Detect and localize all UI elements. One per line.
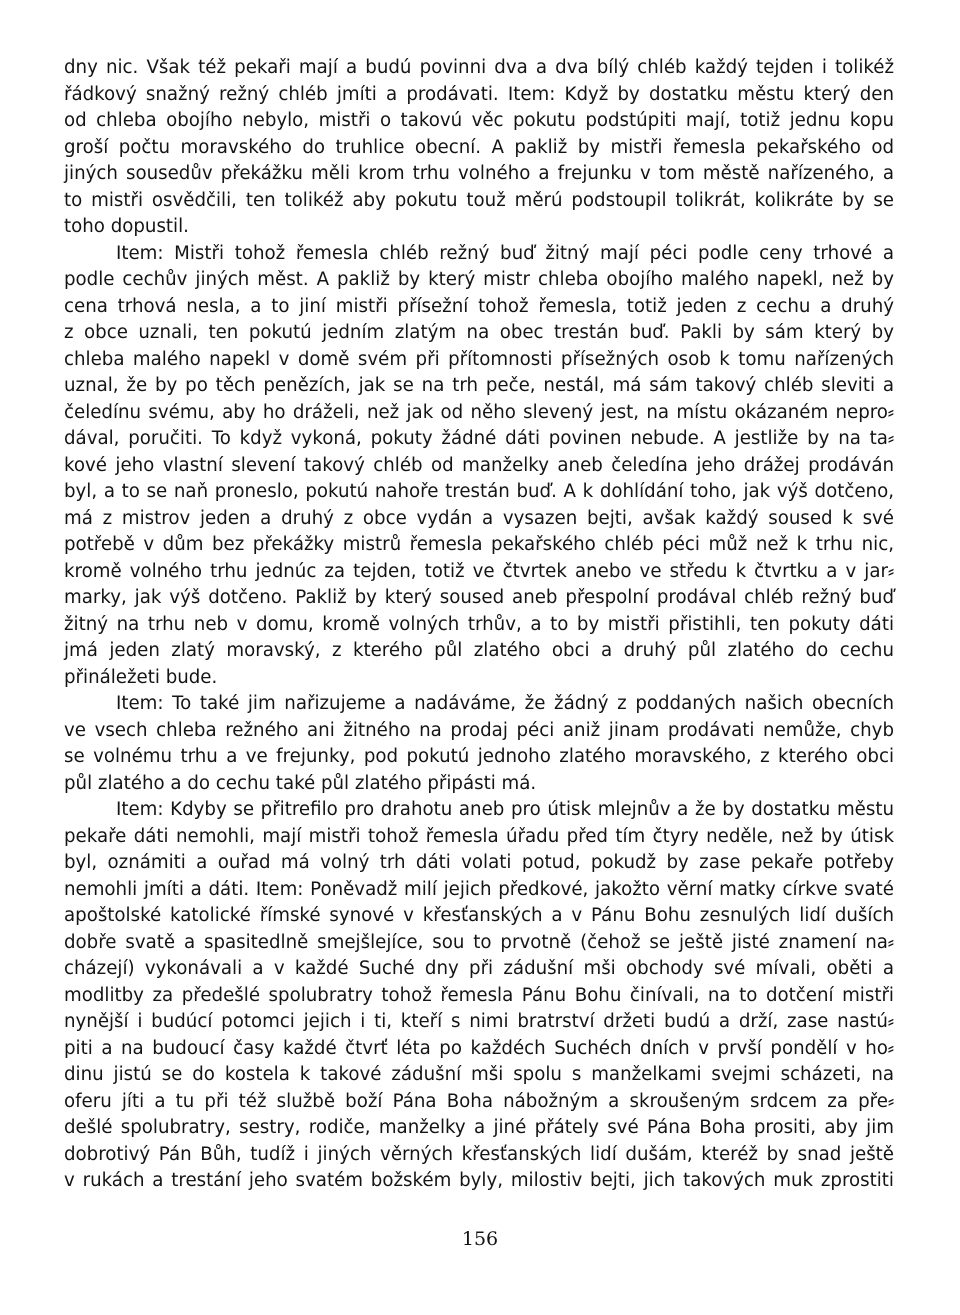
text-line: řádkový snažný režný chléb jmíti a prodávati. Item: Když by dostatku městu který den (64, 83, 894, 105)
text-line: chleba malého napekl v domě svém při přítomnosti přísežných osob k tomu nařízených (64, 348, 894, 370)
text-line: od chleba obojího nebylo, mistři o takovú věc pokutu podstúpiti mají, totiž jednu kopu (64, 110, 894, 131)
text-line: groší počtu moravského do truhlice obecní. A pakliž by mistři řemesla pekařského od (64, 136, 894, 158)
text-line: cházejí) vykonávali a v každé Suché dny při zádušní mši obchody své mívali, oběti a (64, 958, 894, 979)
text-line: apoštolské katolické římské synové v křesťanských a v Pánu Bohu zesnulých lidí duších (64, 905, 894, 926)
text-line: půl zlatého a do cechu také půl zlatého připásti má. (64, 772, 537, 794)
text-line: se volnému trhu a ve frejunky, pod pokutú jednoho zlatého moravského, z kterého obci (64, 746, 894, 767)
text-line: to mistři osvědčili, ten tolikéž aby pokutu touž měrú podstoupil tolikrát, kolikráte by se (64, 189, 894, 211)
text-line: kové jeho vlastní slevení takový chléb od manželky aneb čeledína jeho drážej prodáván (64, 454, 894, 476)
text-line: dával, poručiti. To když vykoná, pokuty žádné dáti povinen nebude. A jestliže by na ta⸗ (64, 428, 894, 449)
text-line: Item: Mistři tohož řemesla chléb režný buď žitný mají péci podle ceny trhové a (116, 242, 894, 264)
text-line: cena trhová nesla, a to jiní mistři přísežní tohož řemesla, totiž jeden z cechu a druhý (64, 295, 894, 317)
text-line: toho dopustil. (64, 216, 189, 237)
text-line: nynější i budúcí potomci jejich i ti, kteří s nimi bratrství držeti budú a drží, zase nastú⸗ (64, 1011, 894, 1032)
text-line: má z mistrov jeden a druhý z obce vydán a vysazen bejti, avšak každý soused k své (64, 507, 894, 529)
text-line: marky, jak výš dotčeno. Pakliž by který soused aneb přespolní prodával chléb režný buď (64, 587, 894, 608)
text-line: dny nic. Však též pekaři mají a budú povinni dva a dva bílý chléb každý tejden i tolikéž (64, 57, 894, 78)
text-line: podle cechův jiných měst. A pakliž by který mistr chleba obojího malého napekl, než by (64, 269, 894, 290)
page-number: 156 (461, 1228, 499, 1250)
text-line: jiných sousedův překážku měli krom trhu volného a frejunku v tom městě nařízeného, a (64, 163, 894, 184)
text-line: potřebě v dům bez překážky mistrů řemesla pekařského chléb péci můž než k trhu nic, (64, 534, 894, 555)
text-line: dobře svatě a spasitedlně smejšlejíce, sou to prvotně (čehož se ještě jisté znamení na⸗ (64, 931, 894, 953)
text-line: modlitby za předešlé spolubratry tohož řemesla Pánu Bohu činívali, na to dotčení mistři (64, 984, 894, 1006)
text-line: Item: To také jim nařizujeme a nadáváme, že žádný z poddaných našich obecních (116, 693, 894, 714)
text-line: přináležeti bude. (64, 666, 218, 688)
text-line: oferu jíti a tu při též službě boží Pána Boha nábožným a skroušeným srdcem za pře⸗ (64, 1090, 894, 1112)
text-line: žitný na trhu neb v domu, kromě volných trhův, a to by mistři přistihli, ten pokuty dáti (64, 613, 894, 635)
text-line: dešlé spolubratry, sestry, rodiče, manželky a jiné přátely své Pána Boha prositi, aby jim (64, 1117, 894, 1138)
body-text (64, 55, 894, 1195)
text-line: z obce uznali, ten pokutú jedním zlatým na obec trestán buď. Pakli by sám který by (64, 322, 894, 343)
text-line: byl, oznámiti a ouřad má volný trh dáti volati potud, pokudž by zase pekaře potřeby (64, 852, 894, 873)
text-line: v rukách a trestání jeho svatém božském byly, milostiv bejti, jich takových muk zprostiti (64, 1170, 894, 1191)
text-line: čeledínu svému, aby ho dráželi, než jak od něho slevený jest, na místu okázaném nepro⸗ (64, 401, 894, 423)
text-line: nemohli jmíti a dáti. Item: Poněvadž milí jejich předkové, jakožto věrní matky církve svaté (64, 878, 894, 900)
text-line: Item: Kdyby se přitrefilo pro drahotu aneb pro útisk mlejnův a že by dostatku městu (116, 799, 894, 820)
text-line: byl, a to se naň proneslo, pokutú nahoře trestán buď. A k dohlídání toho, jak výš dotčeno, (64, 481, 894, 502)
text-line: jmá jeden zlatý moravský, z kterého půl zlatého obci a druhý půl zlatého do cechu (64, 640, 894, 661)
text-line: piti a na budoucí časy každé čtvrť léta po každéch Suchéch dních v prvší pondělí v ho⸗ (64, 1037, 894, 1059)
text-line: kromě volného trhu jednúc za tejden, totiž ve čtvrtek anebo ve středu k čtvrtku a v jar⸗ (64, 560, 894, 582)
text-line: ve vsech chleba režného ani žitného na prodaj péci aniž jinam prodávati nemůže, chyb (64, 719, 894, 741)
text-line: dobrotivý Pán Bůh, tudíž i jiných věrných křesťanských lidí dušám, kteréž by snad ještě (64, 1143, 894, 1165)
text-line: dinu jistú se do kostela k takové zádušní mši spolu s manželkami svejmi scházeti, na (64, 1064, 894, 1085)
text-line: uznal, že by po těch penězích, jak se na trh peče, nestál, má sám takový chléb sleviti a (64, 375, 894, 396)
text-line: pekaře dáti nemohli, mají mistři tohož řemesla úřadu před tím čtyry neděle, než by útisk (64, 825, 894, 847)
